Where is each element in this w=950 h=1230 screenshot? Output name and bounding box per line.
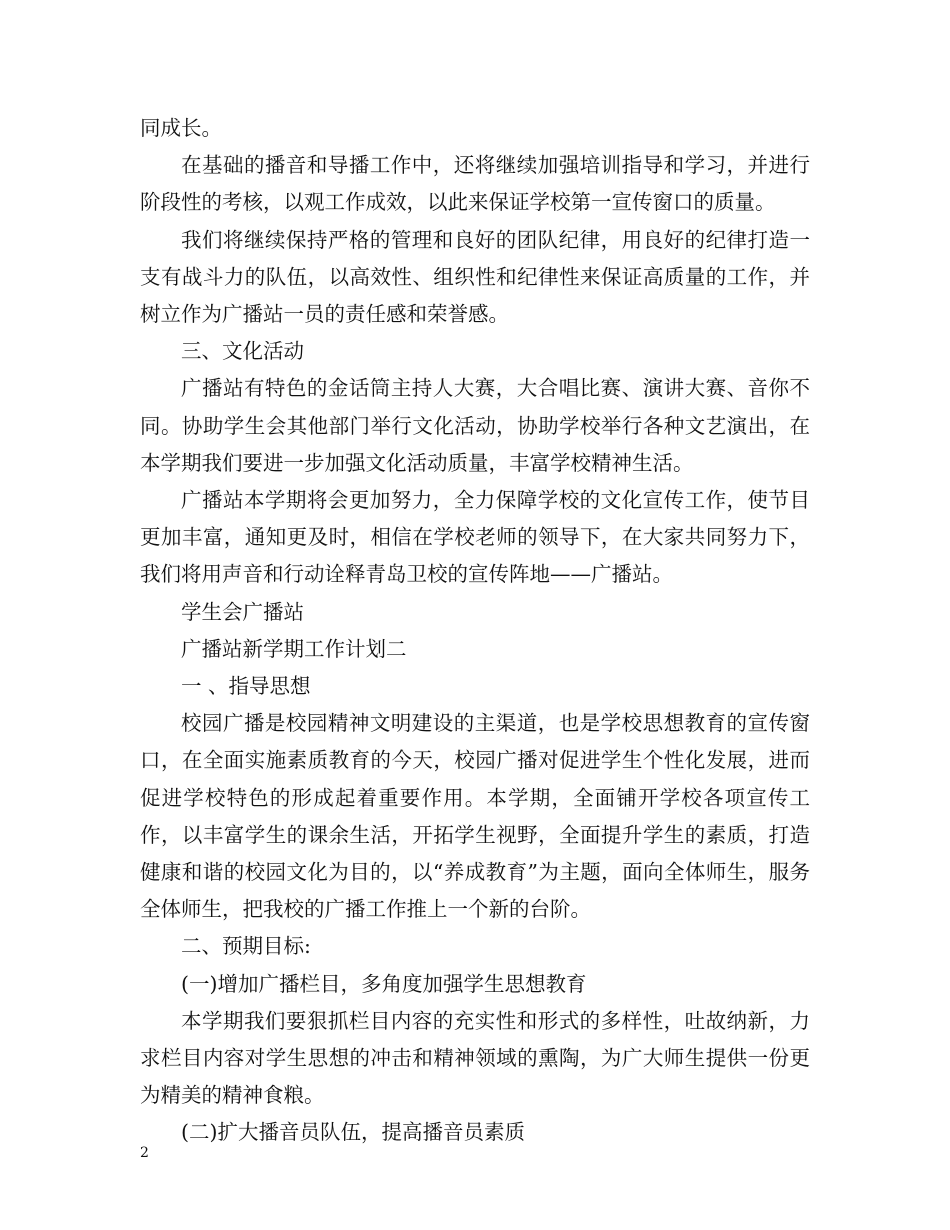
- signature-line: 学生会广播站: [181, 599, 304, 624]
- document-title: 广播站新学期工作计划二: [181, 636, 407, 661]
- paragraph: 在基础的播音和导播工作中，还将继续加强培训指导和学习，并进行阶段性的考核，以观工作成效，以此来保证学校第一宣传窗口的质量。: [140, 153, 810, 215]
- subsection-heading: (一)增加广播栏目，多角度加强学生思想教育: [181, 971, 587, 996]
- section-heading: 二、预期目标:: [181, 934, 311, 959]
- document-body: [140, 110, 810, 1152]
- section-heading: 三、文化活动: [181, 339, 304, 364]
- paragraph: 校园广播是校园精神文明建设的主渠道，也是学校思想教育的宣传窗口，在全面实施素质教育的今天，校园广播对促进学生个性化发展，进而促进学校特色的形成起着重要作用。本学期，全面铺开学校各项宣传工作，以丰富学生的课余生活，开拓学生视野，全面提升学生的素质，打造健康和谐的校园文化为目的，以“养成教育”为主题，面向全体师生，服务全体师生，把我校的广播工作推上一个新的台阶。: [140, 711, 810, 922]
- subsection-heading: (二)扩大播音员队伍，提高播音员素质: [181, 1120, 525, 1145]
- paragraph: 广播站有特色的金话筒主持人大赛，大合唱比赛、演讲大赛、音你不同。协助学生会其他部门举行文化活动，协助学校举行各种文艺演出，在本学期我们要进一步加强文化活动质量，丰富学校精神生活。: [140, 376, 810, 475]
- paragraph: 本学期我们要狠抓栏目内容的充实性和形式的多样性，吐故纳新，力求栏目内容对学生思想的冲击和精神领域的熏陶，为广大师生提供一份更为精美的精神食粮。: [140, 1008, 810, 1108]
- paragraph: 同成长。: [140, 116, 222, 140]
- paragraph: 广播站本学期将会更加努力，全力保障学校的文化宣传工作，使节目更加丰富，通知更及时，相信在学校老师的领导下，在大家共同努力下，我们将用声音和行动诠释青岛卫校的宣传阵地——广播站。: [140, 488, 810, 587]
- section-heading: 一 、指导思想: [181, 674, 311, 699]
- page-number: 2: [140, 1145, 149, 1161]
- paragraph: 我们将继续保持严格的管理和良好的团队纪律，用良好的纪律打造一支有战斗力的队伍，以高效性、组织性和纪律性来保证高质量的工作，并树立作为广播站一员的责任感和荣誉感。: [140, 227, 810, 327]
